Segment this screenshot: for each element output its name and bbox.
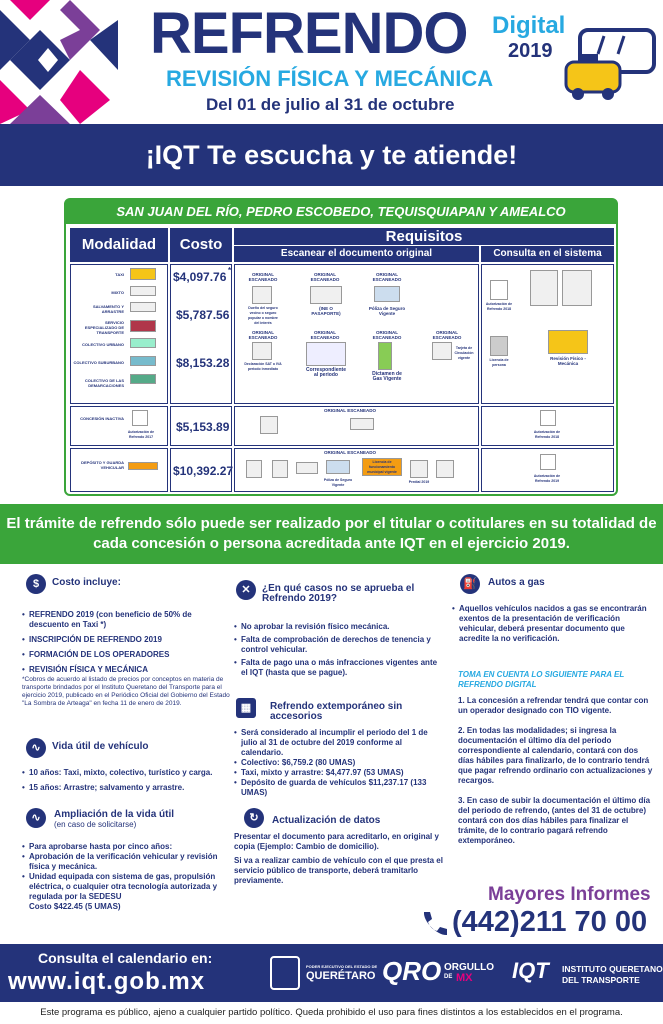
gas-tank-icon bbox=[378, 342, 392, 370]
header bbox=[0, 0, 663, 124]
gas-text-wrap bbox=[452, 604, 652, 644]
doc-autorizacion-2019: Autorización de Refrendo 2019 bbox=[533, 474, 561, 483]
geometric-pattern-icon bbox=[0, 0, 118, 124]
doc-licencia-func: Licencia de funcionamiento municipal vigente bbox=[367, 460, 397, 474]
list-item: • REFRENDO 2019 (con beneficio de 50% de descuento en Taxi *) bbox=[22, 610, 232, 630]
col-escanear: Escanear el documento original bbox=[234, 246, 479, 262]
phone-number[interactable]: (442)211 70 00 bbox=[452, 906, 648, 938]
extemporaneo-title: Refrendo extemporáneo sin accesorios bbox=[270, 701, 403, 722]
coat-of-arms-icon bbox=[270, 956, 300, 990]
license-icon bbox=[562, 270, 592, 306]
modalidad-colectivo-urbano: COLECTIVO URBANO bbox=[82, 342, 124, 347]
doc-label: ORIGINAL ESCANEADO bbox=[324, 450, 376, 455]
ampliacion-title: Ampliación de la vida útil bbox=[54, 809, 175, 820]
list-item: • Aprobación de la verificación vehicular y revisión física y mecánica. bbox=[22, 852, 232, 872]
orgullo-label: ORGULLO bbox=[444, 962, 494, 973]
queretaro-logo: QUERÉTARO bbox=[306, 970, 376, 982]
list-item: • FORMACIÓN DE LOS OPERADORES bbox=[22, 650, 232, 660]
car-policy-icon bbox=[326, 460, 350, 474]
gas-pump-icon: ⛽ bbox=[460, 574, 480, 594]
list-item: • Taxi, mixto y arrastre: $4,477.97 (53 UMAS) bbox=[234, 768, 444, 778]
modalidad-mixto: MIXTO bbox=[111, 290, 124, 295]
list-item: • INSCRIPCIÓN DE REFRENDO 2019 bbox=[22, 635, 232, 645]
disclaimer: Este programa es público, ajeno a cualquier partido político. Queda prohibido el uso para fines distintos a los establecidos en el programa. bbox=[40, 1007, 623, 1018]
calendar-icon: ▦ bbox=[236, 698, 256, 718]
modalidad-row bbox=[70, 406, 168, 446]
costo-note: *Cobros de acuerdo al listado de precios por conceptos en materia de transporte brindados por el Instituto Queretano del Transporte para el ejercicio 2019, publicado en el Periódico Oficial del Gobierno del Estado "La Sombra de Arteaga" en fecha 11 de enero de 2019. bbox=[22, 676, 230, 707]
id-card-icon bbox=[260, 416, 278, 434]
ampliacion-list bbox=[22, 842, 232, 912]
truck-icon bbox=[130, 320, 156, 332]
vida-title: Vida útil de vehículo bbox=[52, 741, 149, 752]
col-requisitos: Requisitos bbox=[234, 228, 614, 245]
doc-revision: Revisión Físico - Mecánica bbox=[550, 356, 586, 366]
tow-truck-icon bbox=[130, 302, 156, 312]
sat-icon bbox=[272, 460, 288, 478]
noaprueba-list bbox=[234, 622, 444, 678]
region-header: SAN JUAN DEL RÍO, PEDRO ESCOBEDO, TEQUISQUIAPAN Y AMEALCO bbox=[66, 200, 616, 224]
doc-licencia: Licencia de persona bbox=[489, 358, 509, 367]
modalidad-deposito: DEPÓSITO Y GUARDA VEHICULAR bbox=[81, 460, 124, 470]
actualizacion-title: Actualización de datos bbox=[272, 815, 381, 826]
ampliacion-cost: Costo $422.45 (5 UMAS) bbox=[29, 902, 121, 911]
modalidad-row bbox=[70, 448, 168, 492]
costo-list bbox=[22, 610, 232, 708]
ine-icon bbox=[350, 418, 374, 430]
car-policy-icon bbox=[374, 286, 400, 302]
de-label: DE bbox=[444, 974, 453, 980]
year-label: 2019 bbox=[508, 40, 553, 62]
predial-icon bbox=[410, 460, 428, 478]
modalidad-salvamento: SALVAMENTO Y ARRASTRE bbox=[92, 304, 124, 314]
circulation-card-icon bbox=[432, 342, 452, 360]
modalidad-servicio-especializado: SERVICIO ESPECIALIZADO DE TRANSPORTE bbox=[84, 320, 124, 335]
doc-duenio: Dueño del seguro vecino o seguro popular o nombre del interés bbox=[248, 306, 278, 325]
modalidad-taxi: TAXI bbox=[115, 272, 124, 277]
instituto-line1: INSTITUTO QUERETANO bbox=[562, 964, 663, 974]
doc-predial: Predial 2019 bbox=[408, 480, 430, 484]
list-item: 1. La concesión a refrendar tendrá que contar con un operador designado con TIO vigente. bbox=[458, 696, 649, 715]
col-consulta: Consulta en el sistema bbox=[481, 246, 614, 262]
vida-list bbox=[22, 768, 232, 793]
doc-label: ORIGINAL ESCANEADO bbox=[324, 408, 376, 413]
ine-icon bbox=[296, 462, 318, 474]
ampliacion-section bbox=[54, 810, 234, 830]
mayores-informes: Mayores Informes bbox=[488, 884, 651, 905]
instituto-line2: DEL TRANSPORTE bbox=[562, 975, 640, 985]
doc-dictamen: Dictamen de Gas Vigente bbox=[372, 371, 402, 382]
pickup-icon bbox=[130, 286, 156, 296]
date-range: Del 01 de julio al 31 de octubre bbox=[206, 95, 455, 114]
doc-label: ORIGINAL ESCANEADO bbox=[248, 272, 278, 282]
list-item: • Colectivo: $6,759.2 (80 UMAS) bbox=[234, 758, 444, 768]
checkmark-doc-icon bbox=[132, 410, 148, 426]
bus-icon bbox=[130, 338, 156, 348]
extemporaneo-list bbox=[234, 728, 444, 798]
pulse-icon: ∿ bbox=[26, 808, 46, 828]
actualizacion-section bbox=[272, 816, 442, 826]
page-title: REFRENDO bbox=[150, 1, 468, 66]
actualizacion-text2: Si va a realizar cambio de vehículo con el que presta el servicio público de transporte, deberá tramitarlo previamente. bbox=[234, 856, 443, 885]
list-item: • REVISIÓN FÍSICA Y MECÁNICA bbox=[22, 665, 232, 675]
money-icon: $ bbox=[26, 574, 46, 594]
modalidad-colectivo-suburbano: COLECTIVO SUBURBANO bbox=[73, 360, 124, 365]
taxi-icon bbox=[548, 330, 588, 354]
checkmark-doc-icon bbox=[540, 454, 556, 470]
warehouse-icon bbox=[128, 462, 158, 470]
price-taxi: $4,097.76 bbox=[173, 270, 227, 284]
doc-poliza: Póliza de Seguro Vigente bbox=[368, 306, 406, 316]
list-item: • Falta de comprobación de derechos de tenencia y control vehicular. bbox=[234, 635, 444, 655]
doc-label: ORIGINAL ESCANEADO bbox=[372, 272, 402, 282]
id-card-icon bbox=[252, 286, 272, 304]
bus-taxi-icon bbox=[560, 24, 660, 104]
doc-label: ORIGINAL ESCANEADO bbox=[248, 330, 278, 340]
cost-group-1 bbox=[170, 264, 232, 404]
close-icon: ✕ bbox=[236, 580, 256, 600]
list-item: • Para aprobarse hasta por cinco años: bbox=[22, 842, 232, 852]
bus-icon bbox=[130, 356, 156, 366]
price-deposito: $10,392.27 bbox=[173, 464, 234, 478]
price-mixto-servicio: $5,787.56 bbox=[176, 308, 230, 322]
doc-autorizacion-2017: Autorización de Refrendo 2017 bbox=[127, 430, 155, 439]
ine-icon bbox=[310, 286, 342, 304]
col-modalidad: Modalidad bbox=[70, 228, 168, 262]
toma-list bbox=[458, 696, 654, 846]
doc-autorizacion-2018: Autorización de Refrendo 2018 bbox=[485, 302, 513, 311]
id-card-icon bbox=[246, 460, 262, 478]
checkmark-doc-icon bbox=[540, 410, 556, 426]
modalidad-colectivo-demarcaciones: COLECTIVO DE LAS DEMARCACIONES bbox=[84, 378, 124, 388]
toma-title: TOMA EN CUENTA LO SIGUIENTE PARA EL REFRENDO DIGITAL bbox=[458, 670, 625, 689]
gas-title: Autos a gas bbox=[488, 577, 545, 588]
list-item: • No aprobar la revisión físico mecánica. bbox=[234, 622, 444, 632]
doc-autorizacion-2018: Autorización de Refrendo 2018 bbox=[533, 430, 561, 439]
noaprueba-section bbox=[262, 584, 442, 604]
noaprueba-title: ¿En qué casos no se aprueba el Refrendo 2019? bbox=[262, 583, 415, 604]
price-asterisk: * bbox=[228, 266, 232, 275]
doc-poliza: Póliza de Seguro Vigente bbox=[323, 478, 353, 487]
vida-section bbox=[52, 742, 232, 752]
license-person-icon bbox=[490, 336, 508, 356]
costo-title: Costo incluye: bbox=[52, 577, 121, 588]
modalidad-concesion-inactiva: CONCESIÓN INACTIVA bbox=[80, 416, 124, 421]
list-item: • 15 años: Arrastre; salvamento y arrastre. bbox=[22, 783, 232, 793]
notice-banner: El trámite de refrendo sólo puede ser realizado por el titular o cotitulares en su totalidad de cada concesión o persona acreditada ante IQT en el ejercicio 2019. bbox=[0, 504, 663, 564]
license-icon bbox=[530, 270, 558, 306]
list-item: • Falta de pago una o más infracciones vigentes ante el IQT (hasta que se pague). bbox=[234, 658, 444, 678]
actualizacion-text1: Presentar el documento para acreditarlo, en original y copia (Ejemplo: Cambio de domicilio). bbox=[234, 832, 439, 851]
gas-section bbox=[488, 578, 648, 588]
doc-sat: Declaración SAT o IVA periodo inmediato bbox=[244, 362, 282, 371]
consulta-label: Consulta el calendario en: bbox=[38, 950, 213, 966]
queretaro-small: PODER EJECUTIVO DEL ESTADO DE bbox=[306, 964, 378, 969]
doc-label: ORIGINAL ESCANEADO bbox=[310, 330, 340, 340]
col-costo: Costo bbox=[170, 228, 232, 262]
qro-logo: QRO bbox=[382, 956, 442, 986]
costo-section bbox=[52, 578, 232, 588]
website-link[interactable]: www.iqt.gob.mx bbox=[8, 968, 206, 995]
list-item: • Unidad equipada con sistema de gas, propulsión eléctrica, o cualquier otra tecnología autorizada y regulada por la SEDESU bbox=[22, 872, 232, 902]
list-item: 3. En caso de subir la documentación el último día del periodo de refrendo, (antes del 31 de octubre) contará con dos días hábiles para finalizar el trámite, de lo contrario pagará refrendo extemporáneo. bbox=[458, 796, 651, 845]
taxi-icon bbox=[130, 268, 156, 280]
list-item: 2. En todas las modalidades; si ingresa la documentación el último día del periodo correspondiente al calendario, contará con dos días hábiles para finalizarlo, de lo contrario tendrá que pagar refrendo ordinario con actualizaciones y recargos. bbox=[458, 726, 653, 785]
doc-label: ORIGINAL ESCANEADO bbox=[432, 330, 462, 340]
doc-correspondiente: Correspondiente al periodo bbox=[305, 367, 346, 378]
verification-logo-icon bbox=[306, 342, 346, 366]
doc-ine: (INE O PASAPORTE) bbox=[311, 306, 341, 316]
list-item: • 10 años: Taxi, mixto, colectivo, turístico y carga. bbox=[22, 768, 232, 778]
refresh-icon: ↻ bbox=[244, 808, 264, 828]
iqt-logo: IQT bbox=[512, 958, 549, 983]
phone-icon bbox=[418, 908, 450, 940]
list-item: • Será considerado al incumplir el periodo del 1 de julio al 31 de octubre del 2019 conforme al calendario. bbox=[234, 728, 444, 758]
magnifier-doc-icon bbox=[436, 460, 454, 478]
list-item: • Depósito de guarda de vehículos $11,237.17 (133 UMAS) bbox=[234, 778, 444, 798]
doc-tarjeta: Tarjeta de Circulación vigente bbox=[454, 346, 474, 360]
requirements-table bbox=[64, 198, 618, 496]
bus-icon bbox=[130, 374, 156, 384]
pulse-icon: ∿ bbox=[26, 738, 46, 758]
checkmark-doc-icon bbox=[490, 280, 508, 300]
sat-icon bbox=[252, 342, 272, 360]
extemporaneo-section bbox=[270, 702, 440, 722]
price-colectivo: $8,153.28 bbox=[176, 356, 230, 370]
doc-label: ORIGINAL ESCANEADO bbox=[310, 272, 340, 282]
doc-label: ORIGINAL ESCANEADO bbox=[372, 330, 402, 340]
subtitle: REVISIÓN FÍSICA Y MECÁNICA bbox=[166, 66, 494, 91]
ampliacion-sub: (en caso de solicitarse) bbox=[54, 820, 137, 829]
slogan-banner: ¡IQT Te escucha y te atiende! bbox=[0, 124, 663, 186]
gas-text: • Aquellos vehículos nacidos a gas se encontrarán exentos de la presentación de verificación vehicular, deberá presentar documento que acredite la no verificación. bbox=[452, 604, 652, 644]
price-concesion-inactiva: $5,153.89 bbox=[176, 420, 230, 434]
footer bbox=[0, 944, 663, 1002]
actualizacion-text bbox=[234, 832, 444, 886]
digital-label: Digital bbox=[492, 12, 566, 39]
mx-label: MX bbox=[456, 972, 473, 984]
